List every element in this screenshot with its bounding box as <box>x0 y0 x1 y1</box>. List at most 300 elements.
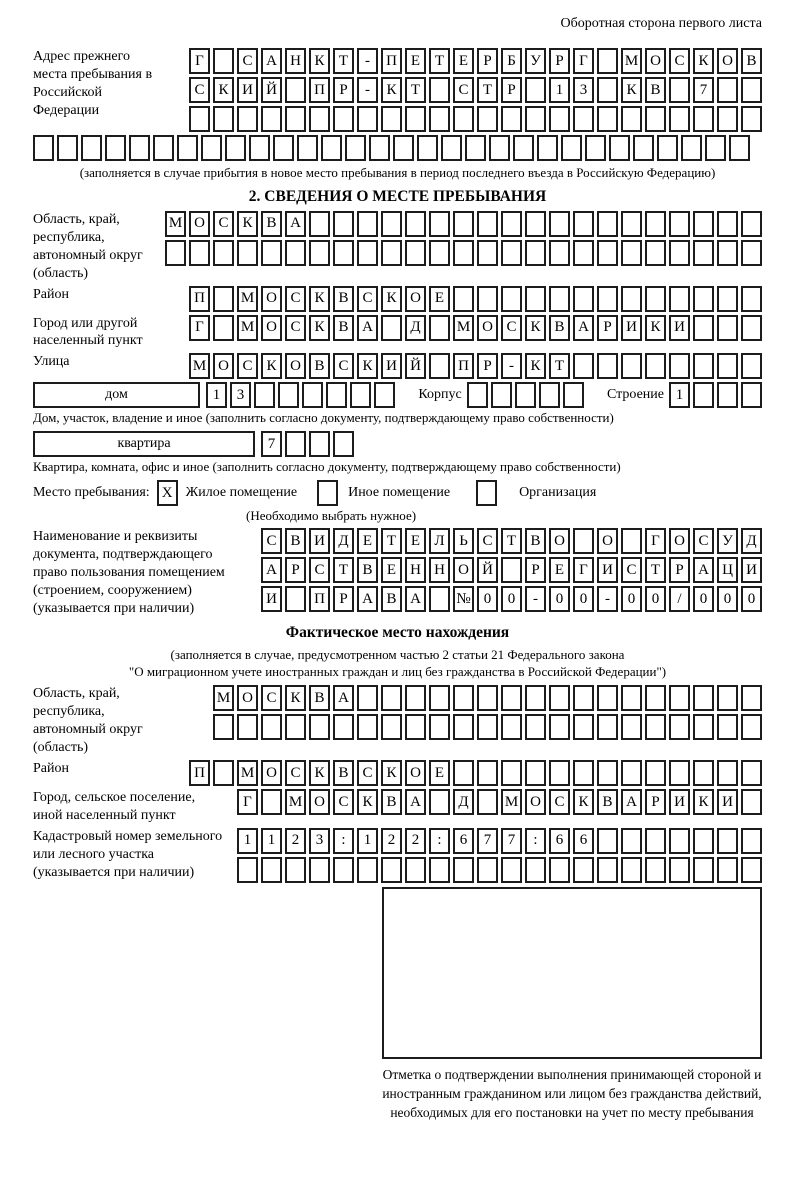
char-cell[interactable] <box>741 828 762 854</box>
char-cell[interactable] <box>525 714 546 740</box>
char-cell[interactable]: К <box>573 789 594 815</box>
char-cell[interactable] <box>357 211 378 237</box>
char-cell[interactable] <box>189 240 210 266</box>
char-cell[interactable] <box>525 106 546 132</box>
char-cell[interactable]: В <box>597 789 618 815</box>
char-cell[interactable]: В <box>645 77 666 103</box>
char-cell[interactable] <box>657 135 678 161</box>
char-cell[interactable] <box>669 211 690 237</box>
char-cell[interactable]: К <box>621 77 642 103</box>
char-cell[interactable] <box>501 286 522 312</box>
char-cell[interactable]: С <box>237 48 258 74</box>
char-cell[interactable] <box>573 211 594 237</box>
char-cell[interactable]: И <box>261 586 282 612</box>
char-cell[interactable] <box>381 857 402 883</box>
char-cell[interactable]: Р <box>477 48 498 74</box>
char-cell[interactable] <box>717 714 738 740</box>
char-cell[interactable]: А <box>285 211 306 237</box>
char-cell[interactable] <box>669 77 690 103</box>
char-cell[interactable]: М <box>621 48 642 74</box>
char-cell[interactable]: 0 <box>501 586 522 612</box>
char-cell[interactable] <box>573 240 594 266</box>
char-cell[interactable] <box>573 528 594 554</box>
char-cell[interactable]: Р <box>645 789 666 815</box>
char-cell[interactable]: 1 <box>206 382 227 408</box>
char-cell[interactable]: О <box>645 48 666 74</box>
char-cell[interactable] <box>381 240 402 266</box>
char-cell[interactable] <box>429 315 450 341</box>
char-cell[interactable] <box>309 240 330 266</box>
char-cell[interactable] <box>693 240 714 266</box>
char-cell[interactable]: Е <box>381 557 402 583</box>
char-cell[interactable] <box>381 714 402 740</box>
char-cell[interactable] <box>213 106 234 132</box>
char-cell[interactable]: Й <box>261 77 282 103</box>
char-cell[interactable]: М <box>237 286 258 312</box>
char-cell[interactable] <box>525 760 546 786</box>
char-cell[interactable]: Д <box>453 789 474 815</box>
stay-type-checkbox-residential[interactable]: X <box>157 480 178 506</box>
char-cell[interactable]: Е <box>405 528 426 554</box>
char-cell[interactable]: У <box>525 48 546 74</box>
char-cell[interactable] <box>669 353 690 379</box>
char-cell[interactable] <box>165 240 186 266</box>
char-cell[interactable]: К <box>213 77 234 103</box>
char-cell[interactable] <box>669 106 690 132</box>
char-cell[interactable] <box>453 685 474 711</box>
char-cell[interactable] <box>249 135 270 161</box>
char-cell[interactable]: 7 <box>261 431 282 457</box>
char-cell[interactable] <box>477 857 498 883</box>
char-cell[interactable]: К <box>261 353 282 379</box>
char-cell[interactable]: С <box>333 353 354 379</box>
char-cell[interactable] <box>177 135 198 161</box>
char-cell[interactable]: А <box>405 586 426 612</box>
char-cell[interactable]: 0 <box>549 586 570 612</box>
char-cell[interactable]: П <box>309 586 330 612</box>
char-cell[interactable] <box>333 857 354 883</box>
char-cell[interactable] <box>381 315 402 341</box>
char-cell[interactable] <box>405 240 426 266</box>
char-cell[interactable] <box>717 315 738 341</box>
char-cell[interactable] <box>302 382 323 408</box>
char-cell[interactable]: К <box>309 315 330 341</box>
char-cell[interactable]: А <box>405 789 426 815</box>
char-cell[interactable] <box>597 48 618 74</box>
char-cell[interactable]: А <box>357 315 378 341</box>
char-cell[interactable]: М <box>237 760 258 786</box>
char-cell[interactable]: И <box>597 557 618 583</box>
char-cell[interactable]: С <box>285 286 306 312</box>
char-cell[interactable] <box>621 353 642 379</box>
char-cell[interactable] <box>297 135 318 161</box>
char-cell[interactable]: 0 <box>573 586 594 612</box>
char-cell[interactable] <box>669 857 690 883</box>
char-cell[interactable]: И <box>381 353 402 379</box>
char-cell[interactable] <box>429 857 450 883</box>
char-cell[interactable] <box>285 106 306 132</box>
char-cell[interactable]: А <box>357 586 378 612</box>
char-cell[interactable] <box>453 106 474 132</box>
char-cell[interactable]: В <box>309 353 330 379</box>
char-cell[interactable] <box>261 789 282 815</box>
char-cell[interactable] <box>573 857 594 883</box>
char-cell[interactable] <box>237 240 258 266</box>
char-cell[interactable]: 2 <box>405 828 426 854</box>
char-cell[interactable] <box>573 353 594 379</box>
char-cell[interactable] <box>57 135 78 161</box>
char-cell[interactable]: Й <box>405 353 426 379</box>
char-cell[interactable] <box>501 857 522 883</box>
char-cell[interactable]: К <box>525 353 546 379</box>
char-cell[interactable]: О <box>285 353 306 379</box>
char-cell[interactable]: Е <box>549 557 570 583</box>
char-cell[interactable]: 1 <box>549 77 570 103</box>
char-cell[interactable] <box>539 382 560 408</box>
char-cell[interactable] <box>501 760 522 786</box>
char-cell[interactable] <box>645 760 666 786</box>
char-cell[interactable]: П <box>453 353 474 379</box>
char-cell[interactable] <box>597 760 618 786</box>
char-cell[interactable]: Т <box>549 353 570 379</box>
char-cell[interactable] <box>285 714 306 740</box>
char-cell[interactable]: О <box>549 528 570 554</box>
char-cell[interactable]: Е <box>357 528 378 554</box>
char-cell[interactable]: С <box>261 685 282 711</box>
char-cell[interactable] <box>357 857 378 883</box>
char-cell[interactable]: И <box>669 315 690 341</box>
char-cell[interactable] <box>477 211 498 237</box>
char-cell[interactable] <box>441 135 462 161</box>
char-cell[interactable]: В <box>333 286 354 312</box>
char-cell[interactable]: К <box>237 211 258 237</box>
char-cell[interactable]: С <box>189 77 210 103</box>
char-cell[interactable]: № <box>453 586 474 612</box>
char-cell[interactable] <box>669 828 690 854</box>
char-cell[interactable] <box>597 240 618 266</box>
char-cell[interactable] <box>717 382 738 408</box>
char-cell[interactable] <box>669 760 690 786</box>
char-cell[interactable] <box>669 286 690 312</box>
char-cell[interactable] <box>81 135 102 161</box>
char-cell[interactable] <box>693 857 714 883</box>
char-cell[interactable] <box>357 685 378 711</box>
char-cell[interactable] <box>381 211 402 237</box>
char-cell[interactable] <box>333 714 354 740</box>
char-cell[interactable]: 0 <box>621 586 642 612</box>
char-cell[interactable]: К <box>381 760 402 786</box>
char-cell[interactable]: 1 <box>261 828 282 854</box>
char-cell[interactable]: И <box>717 789 738 815</box>
char-cell[interactable]: Р <box>285 557 306 583</box>
char-cell[interactable]: Т <box>501 528 522 554</box>
char-cell[interactable] <box>477 240 498 266</box>
char-cell[interactable]: О <box>405 760 426 786</box>
char-cell[interactable]: С <box>693 528 714 554</box>
char-cell[interactable]: В <box>333 760 354 786</box>
char-cell[interactable] <box>597 685 618 711</box>
char-cell[interactable] <box>513 135 534 161</box>
char-cell[interactable] <box>273 135 294 161</box>
char-cell[interactable] <box>453 286 474 312</box>
char-cell[interactable] <box>741 760 762 786</box>
char-cell[interactable]: О <box>477 315 498 341</box>
stay-type-checkbox-other-premises[interactable] <box>317 480 338 506</box>
char-cell[interactable] <box>741 315 762 341</box>
char-cell[interactable] <box>717 857 738 883</box>
char-cell[interactable] <box>681 135 702 161</box>
char-cell[interactable]: К <box>309 760 330 786</box>
char-cell[interactable] <box>501 714 522 740</box>
char-cell[interactable] <box>477 685 498 711</box>
char-cell[interactable]: С <box>453 77 474 103</box>
char-cell[interactable]: - <box>597 586 618 612</box>
char-cell[interactable] <box>350 382 371 408</box>
char-cell[interactable]: 2 <box>285 828 306 854</box>
char-cell[interactable]: И <box>741 557 762 583</box>
char-cell[interactable]: Н <box>429 557 450 583</box>
char-cell[interactable]: И <box>669 789 690 815</box>
char-cell[interactable] <box>189 106 210 132</box>
char-cell[interactable]: С <box>237 353 258 379</box>
char-cell[interactable] <box>237 714 258 740</box>
char-cell[interactable] <box>621 857 642 883</box>
char-cell[interactable]: О <box>261 315 282 341</box>
char-cell[interactable] <box>429 211 450 237</box>
char-cell[interactable] <box>693 685 714 711</box>
char-cell[interactable] <box>309 857 330 883</box>
char-cell[interactable] <box>549 211 570 237</box>
char-cell[interactable] <box>549 685 570 711</box>
char-cell[interactable]: У <box>717 528 738 554</box>
char-cell[interactable] <box>597 77 618 103</box>
char-cell[interactable]: Г <box>237 789 258 815</box>
char-cell[interactable] <box>515 382 536 408</box>
char-cell[interactable] <box>597 106 618 132</box>
char-cell[interactable]: : <box>333 828 354 854</box>
char-cell[interactable]: М <box>213 685 234 711</box>
char-cell[interactable] <box>213 714 234 740</box>
char-cell[interactable]: 6 <box>453 828 474 854</box>
char-cell[interactable] <box>453 760 474 786</box>
char-cell[interactable]: Н <box>405 557 426 583</box>
char-cell[interactable] <box>405 106 426 132</box>
char-cell[interactable]: : <box>429 828 450 854</box>
char-cell[interactable] <box>261 240 282 266</box>
char-cell[interactable]: Т <box>645 557 666 583</box>
char-cell[interactable] <box>429 714 450 740</box>
char-cell[interactable]: 0 <box>741 586 762 612</box>
char-cell[interactable] <box>645 828 666 854</box>
char-cell[interactable]: П <box>189 286 210 312</box>
char-cell[interactable] <box>549 760 570 786</box>
char-cell[interactable]: К <box>381 286 402 312</box>
char-cell[interactable]: С <box>621 557 642 583</box>
char-cell[interactable]: С <box>261 528 282 554</box>
char-cell[interactable] <box>429 77 450 103</box>
char-cell[interactable]: П <box>309 77 330 103</box>
char-cell[interactable]: Д <box>741 528 762 554</box>
char-cell[interactable] <box>477 286 498 312</box>
char-cell[interactable] <box>393 135 414 161</box>
char-cell[interactable] <box>549 286 570 312</box>
char-cell[interactable]: С <box>333 789 354 815</box>
char-cell[interactable]: М <box>453 315 474 341</box>
char-cell[interactable]: 0 <box>645 586 666 612</box>
char-cell[interactable] <box>741 240 762 266</box>
char-cell[interactable] <box>597 857 618 883</box>
char-cell[interactable]: 0 <box>477 586 498 612</box>
char-cell[interactable] <box>405 211 426 237</box>
char-cell[interactable]: 2 <box>381 828 402 854</box>
char-cell[interactable] <box>501 211 522 237</box>
char-cell[interactable]: 7 <box>477 828 498 854</box>
char-cell[interactable]: 1 <box>237 828 258 854</box>
char-cell[interactable]: К <box>309 48 330 74</box>
char-cell[interactable]: О <box>669 528 690 554</box>
char-cell[interactable]: 6 <box>573 828 594 854</box>
char-cell[interactable]: И <box>621 315 642 341</box>
char-cell[interactable] <box>597 211 618 237</box>
char-cell[interactable] <box>213 760 234 786</box>
char-cell[interactable] <box>525 857 546 883</box>
char-cell[interactable] <box>741 286 762 312</box>
char-cell[interactable] <box>357 240 378 266</box>
char-cell[interactable]: Р <box>669 557 690 583</box>
char-cell[interactable] <box>285 857 306 883</box>
char-cell[interactable] <box>693 760 714 786</box>
char-cell[interactable]: 3 <box>230 382 251 408</box>
char-cell[interactable]: Р <box>333 586 354 612</box>
char-cell[interactable] <box>333 211 354 237</box>
char-cell[interactable] <box>717 77 738 103</box>
char-cell[interactable] <box>741 106 762 132</box>
char-cell[interactable]: - <box>525 586 546 612</box>
char-cell[interactable]: Й <box>477 557 498 583</box>
char-cell[interactable]: 3 <box>573 77 594 103</box>
char-cell[interactable]: Д <box>333 528 354 554</box>
char-cell[interactable] <box>105 135 126 161</box>
char-cell[interactable] <box>741 382 762 408</box>
char-cell[interactable]: Г <box>189 48 210 74</box>
char-cell[interactable] <box>467 382 488 408</box>
char-cell[interactable] <box>477 789 498 815</box>
char-cell[interactable] <box>278 382 299 408</box>
char-cell[interactable] <box>213 286 234 312</box>
char-cell[interactable] <box>549 240 570 266</box>
char-cell[interactable] <box>669 240 690 266</box>
char-cell[interactable]: 7 <box>501 828 522 854</box>
char-cell[interactable] <box>501 240 522 266</box>
char-cell[interactable] <box>213 315 234 341</box>
char-cell[interactable]: М <box>165 211 186 237</box>
char-cell[interactable] <box>477 714 498 740</box>
char-cell[interactable]: В <box>549 315 570 341</box>
char-cell[interactable]: Р <box>477 353 498 379</box>
char-cell[interactable] <box>597 828 618 854</box>
char-cell[interactable]: Р <box>549 48 570 74</box>
char-cell[interactable] <box>741 789 762 815</box>
char-cell[interactable] <box>501 557 522 583</box>
char-cell[interactable] <box>717 240 738 266</box>
char-cell[interactable] <box>453 211 474 237</box>
char-cell[interactable] <box>717 685 738 711</box>
char-cell[interactable]: В <box>261 211 282 237</box>
char-cell[interactable]: В <box>381 789 402 815</box>
char-cell[interactable] <box>477 106 498 132</box>
char-cell[interactable]: Р <box>525 557 546 583</box>
char-cell[interactable]: И <box>309 528 330 554</box>
char-cell[interactable] <box>645 286 666 312</box>
char-cell[interactable] <box>429 586 450 612</box>
char-cell[interactable] <box>237 106 258 132</box>
char-cell[interactable]: Т <box>333 48 354 74</box>
char-cell[interactable] <box>621 760 642 786</box>
char-cell[interactable] <box>729 135 750 161</box>
char-cell[interactable]: Г <box>573 48 594 74</box>
char-cell[interactable] <box>549 714 570 740</box>
char-cell[interactable] <box>669 685 690 711</box>
char-cell[interactable] <box>333 431 354 457</box>
char-cell[interactable] <box>501 106 522 132</box>
char-cell[interactable]: Ь <box>453 528 474 554</box>
char-cell[interactable] <box>357 106 378 132</box>
char-cell[interactable] <box>537 135 558 161</box>
char-cell[interactable]: О <box>453 557 474 583</box>
char-cell[interactable] <box>573 714 594 740</box>
char-cell[interactable]: А <box>333 685 354 711</box>
char-cell[interactable]: О <box>261 760 282 786</box>
char-cell[interactable]: С <box>501 315 522 341</box>
char-cell[interactable] <box>33 135 54 161</box>
char-cell[interactable]: Р <box>333 77 354 103</box>
char-cell[interactable]: Р <box>597 315 618 341</box>
char-cell[interactable] <box>693 353 714 379</box>
char-cell[interactable] <box>261 714 282 740</box>
char-cell[interactable] <box>213 240 234 266</box>
char-cell[interactable] <box>261 106 282 132</box>
char-cell[interactable]: - <box>357 77 378 103</box>
char-cell[interactable]: Е <box>453 48 474 74</box>
char-cell[interactable]: 1 <box>357 828 378 854</box>
char-cell[interactable] <box>645 106 666 132</box>
char-cell[interactable]: Ц <box>717 557 738 583</box>
char-cell[interactable] <box>285 77 306 103</box>
char-cell[interactable] <box>465 135 486 161</box>
char-cell[interactable] <box>374 382 395 408</box>
char-cell[interactable]: А <box>573 315 594 341</box>
char-cell[interactable] <box>645 211 666 237</box>
char-cell[interactable]: К <box>357 789 378 815</box>
char-cell[interactable] <box>693 106 714 132</box>
char-cell[interactable]: С <box>213 211 234 237</box>
char-cell[interactable] <box>645 685 666 711</box>
char-cell[interactable]: В <box>309 685 330 711</box>
char-cell[interactable]: Г <box>645 528 666 554</box>
char-cell[interactable]: С <box>357 760 378 786</box>
char-cell[interactable]: К <box>693 48 714 74</box>
char-cell[interactable]: Т <box>477 77 498 103</box>
char-cell[interactable]: К <box>645 315 666 341</box>
char-cell[interactable] <box>429 789 450 815</box>
char-cell[interactable] <box>254 382 275 408</box>
char-cell[interactable] <box>717 353 738 379</box>
char-cell[interactable] <box>633 135 654 161</box>
char-cell[interactable]: С <box>669 48 690 74</box>
char-cell[interactable]: К <box>309 286 330 312</box>
char-cell[interactable] <box>309 431 330 457</box>
char-cell[interactable]: Е <box>429 760 450 786</box>
